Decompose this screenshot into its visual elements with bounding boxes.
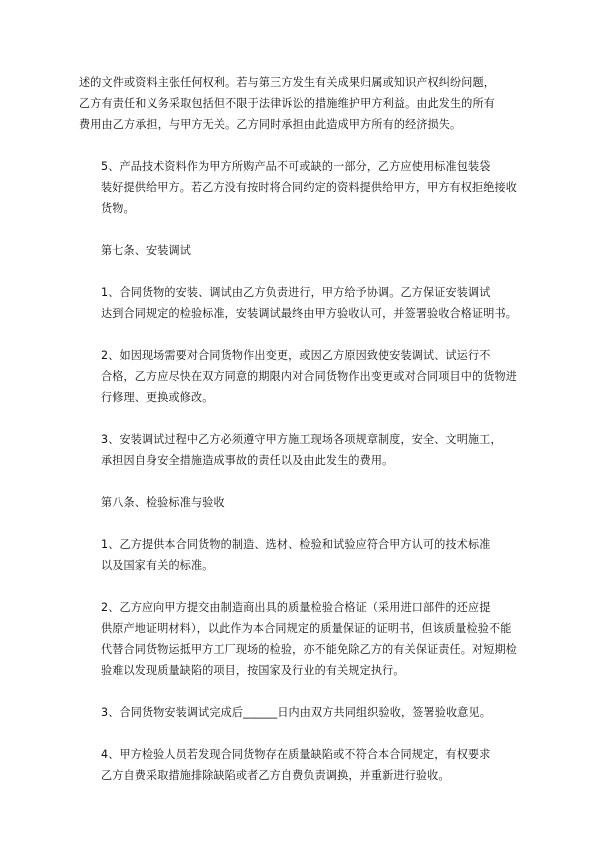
section-heading-article-8 — [79, 492, 522, 513]
paragraph-clause-5 — [79, 156, 522, 219]
heading-text: 第八条、检验标准与验收 — [101, 496, 225, 509]
text-line: 达到合同规定的检验标准，安装调试最终由甲方验收认可，并签署验收合格证明书。 — [101, 307, 518, 320]
paragraph-article-7-clause-2 — [79, 345, 522, 408]
text-line: 验难以发现质量缺陷的项目，按国家及行业的有关规定执行。 — [101, 664, 405, 677]
text-line: 1、乙方提供本合同货物的制造、选材、检验和试验应符合甲方认可的技术标准 — [101, 538, 491, 551]
text-line: 5、产品技术资料作为甲方所购产品不可或缺的一部分，乙方应使用标准包装袋 — [101, 160, 491, 173]
text-line: 1、合同货物的安装、调试由乙方负责进行，甲方给予协调。乙方保证安装调试 — [101, 286, 491, 299]
text-line: 行修理、更换或修改。 — [101, 391, 214, 404]
text-line: 代替合同货物运抵甲方工厂现场的检验，亦不能免除乙方的有关保证责任。对短期检 — [101, 643, 518, 656]
paragraph-article-8-clause-1 — [79, 534, 522, 576]
text-line: 2、如因现场需要对合同货物作出变更，或因乙方原因致使安装调试、试运行不 — [101, 349, 491, 362]
text-line: 述的文件或资料主张任何权利。若与第三方发生有关成果归属或知识产权纠纷问题， — [79, 76, 496, 89]
text-line: 装好提供给甲方。若乙方没有按时将合同约定的资料提供给甲方，甲方有权拒绝接收 — [101, 181, 518, 194]
paragraph-article-7-clause-1 — [79, 282, 522, 324]
text-line: 乙方有责任和义务采取包括但不限于法律诉讼的措施维护甲方利益。由此发生的所有 — [79, 97, 496, 110]
paragraph-article-8-clause-3 — [79, 702, 522, 723]
text-line: 货物。 — [101, 202, 135, 215]
paragraph-ip-liability — [79, 72, 522, 135]
paragraph-article-7-clause-3 — [79, 429, 522, 471]
text-line: 3、合同货物安装调试完成后______日内由双方共同组织验收，签署验收意见。 — [101, 706, 491, 719]
text-line: 4、甲方检验人员若发现合同货物存在质量缺陷或不符合本合同规定，有权要求 — [101, 748, 491, 761]
text-line: 供原产地证明材料），以此作为本合同规定的质量保证的证明书，但该质量检验不能 — [101, 622, 512, 635]
text-line: 2、乙方应向甲方提交由制造商出具的质量检验合格证（采用进口部件的还应提 — [101, 601, 491, 614]
text-line: 承担因自身安全措施造成事故的责任以及由此发生的费用。 — [101, 454, 394, 467]
text-line: 以及国家有关的标准。 — [101, 559, 214, 572]
text-line: 合格，乙方应尽快在双方同意的期限内对合同货物作出变更或对合同项目中的货物进 — [101, 370, 518, 383]
text-line: 3、安装调试过程中乙方必须遵守甲方施工现场各项规章制度，安全、文明施工， — [101, 433, 502, 446]
heading-text: 第七条、安装调试 — [101, 244, 191, 257]
text-line: 费用由乙方承担，与甲方无关。乙方同时承担由此造成甲方所有的经济损失。 — [79, 118, 462, 131]
section-heading-article-7 — [79, 240, 522, 261]
paragraph-article-8-clause-2 — [79, 597, 522, 681]
text-line: 乙方自费采取措施排除缺陷或者乙方自费负责调换，并重新进行验收。 — [101, 769, 450, 782]
paragraph-article-8-clause-4 — [79, 744, 522, 786]
document-body — [79, 72, 522, 807]
